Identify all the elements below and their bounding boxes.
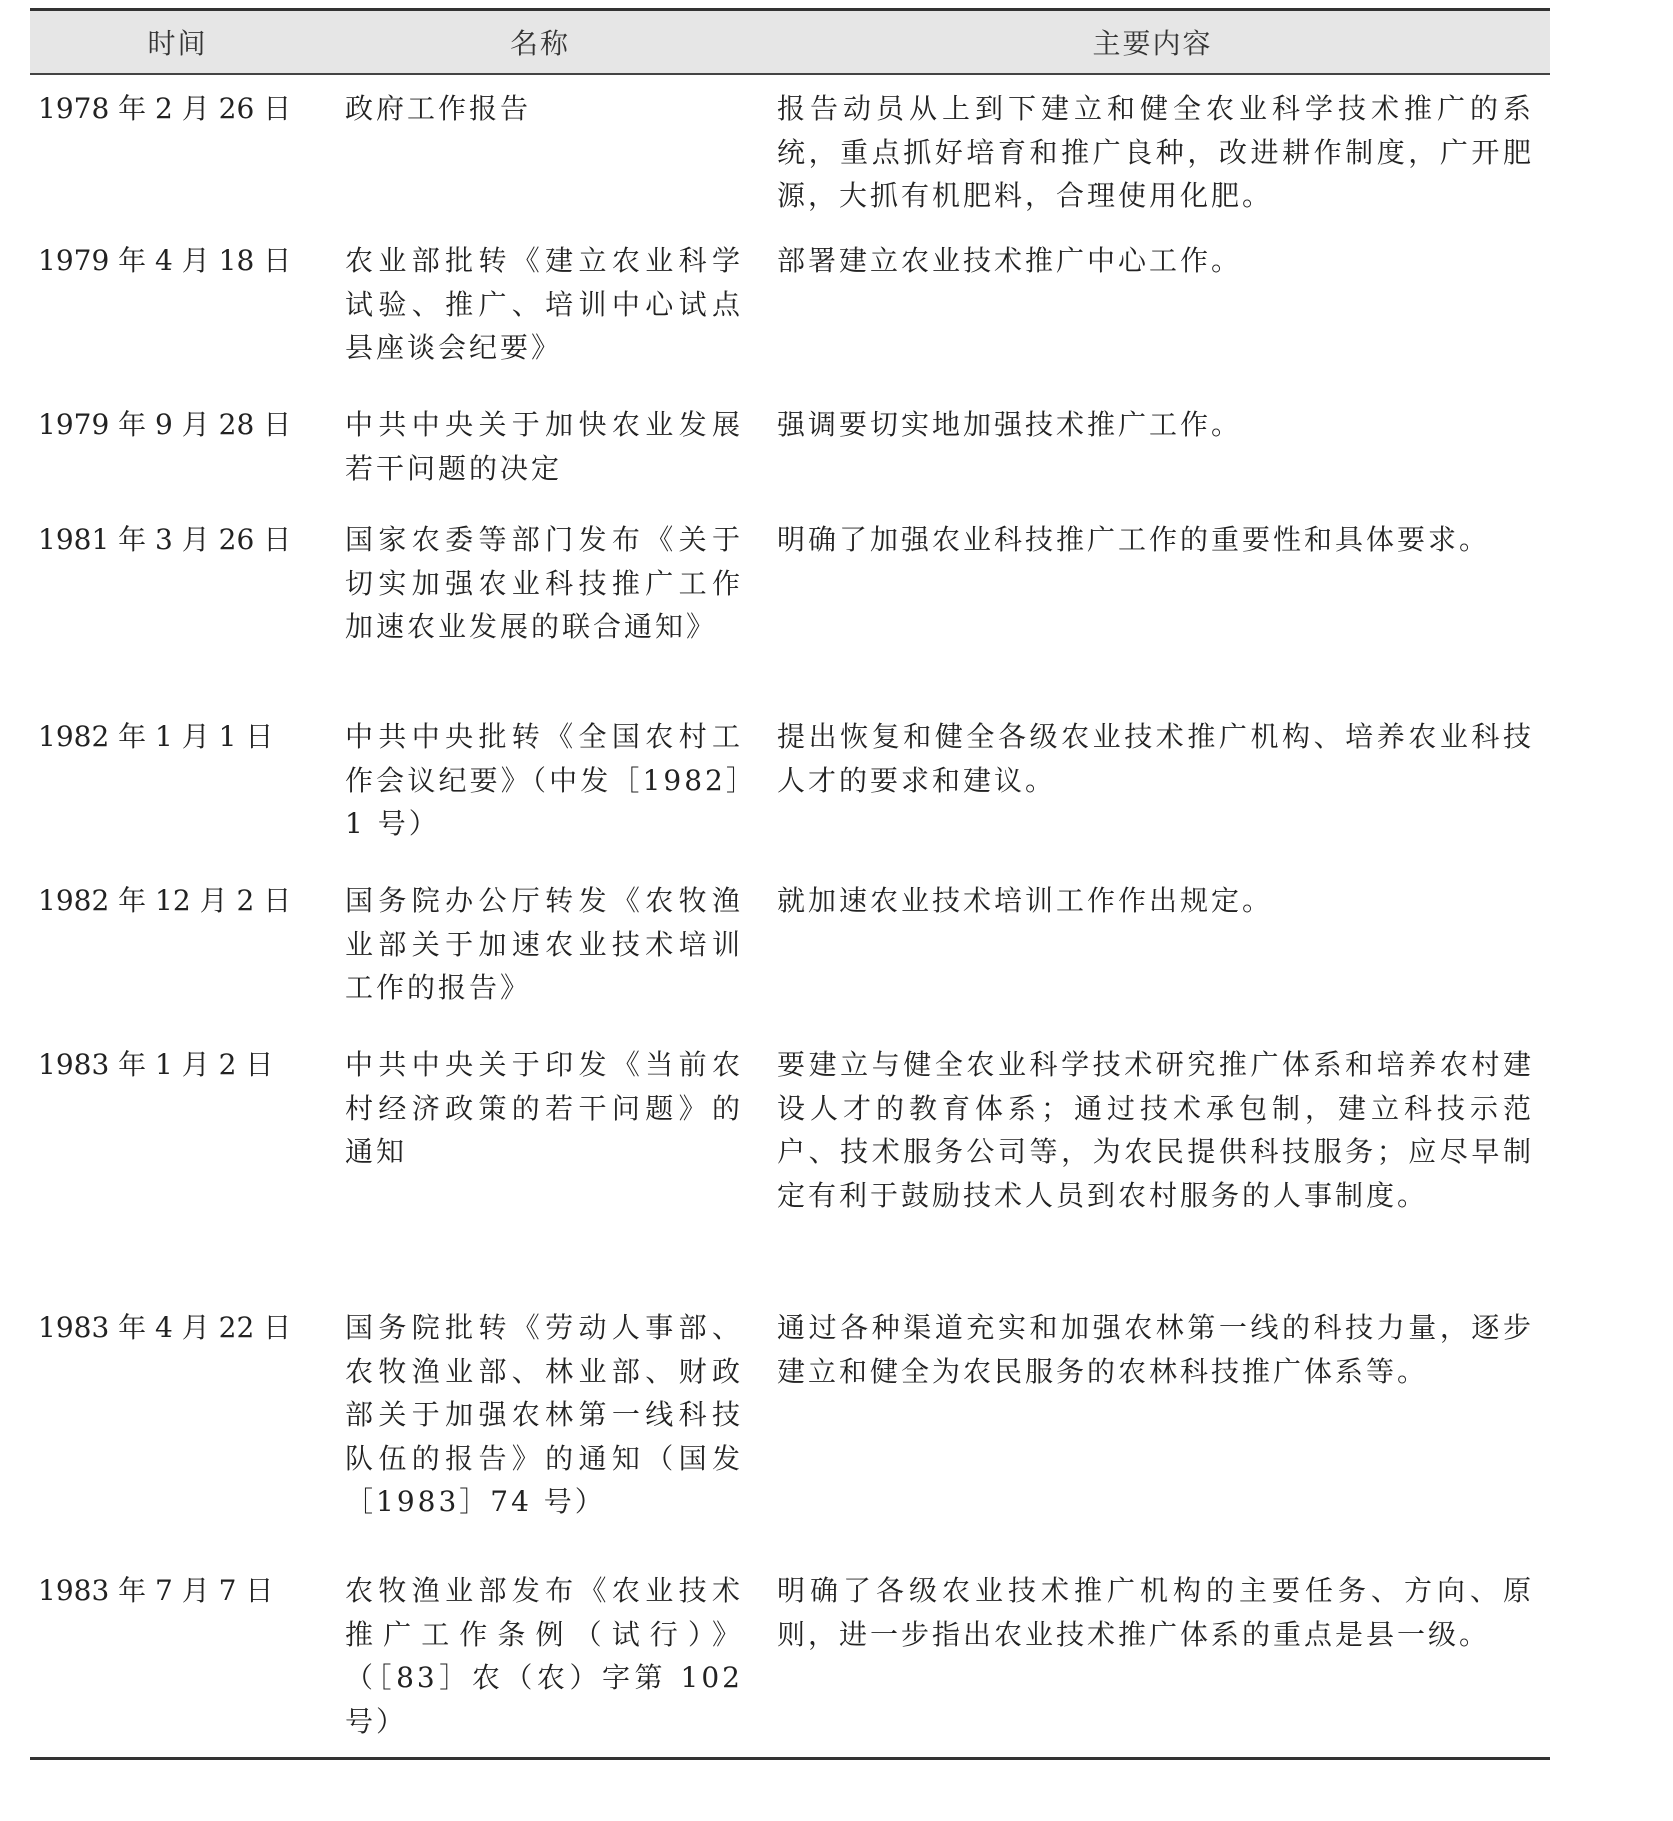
- table-header: [30, 11, 1550, 75]
- header-time: 时间: [147, 27, 208, 60]
- row-name: 国务院办公厅转发《农牧渔业部关于加速农业技术培训工作的报告》: [345, 884, 743, 1004]
- row-name: 中共中央关于加快农业发展若干问题的决定: [345, 408, 743, 485]
- row-content: 通过各种渠道充实和加强农林第一线的科技力量，逐步建立和健全为农民服务的农林科技推广体系等。: [777, 1311, 1534, 1388]
- row-content: 报告动员从上到下建立和健全农业科学技术推广的系统，重点抓好培育和推广良种，改进耕作制度，广开肥源，大抓有机肥料，合理使用化肥。: [777, 92, 1534, 212]
- row-name: 农业部批转《建立农业科学试验、推广、培训中心试点县座谈会纪要》: [345, 244, 743, 364]
- row-name: 国务院批转《劳动人事部、农牧渔业部、林业部、财政部关于加强农林第一线科技队伍的报告》的通知（国发［1983］74 号）: [345, 1311, 743, 1518]
- row-name: 农牧渔业部发布《农业技术推广工作条例（试行）》（［83］农（农）字第 102 号）: [345, 1574, 743, 1738]
- policy-table: [30, 8, 1550, 1760]
- row-time: 1978 年 2 月 26 日: [38, 92, 292, 125]
- row-time: 1983 年 1 月 2 日: [38, 1048, 274, 1081]
- row-content: 要建立与健全农业科学技术研究推广体系和培养农村建设人才的教育体系；通过技术承包制，建立科技示范户、技术服务公司等，为农民提供科技服务；应尽早制定有利于鼓励技术人员到农村服务的人事制度。: [777, 1048, 1534, 1212]
- row-name: 中共中央批转《全国农村工作会议纪要》（中发［1982］1 号）: [345, 720, 743, 840]
- row-time: 1981 年 3 月 26 日: [38, 523, 292, 556]
- row-content: 明确了加强农业科技推广工作的重要性和具体要求。: [777, 523, 1491, 556]
- table-row: [30, 75, 1550, 227]
- row-time: 1979 年 9 月 28 日: [38, 408, 292, 441]
- table-row: [30, 506, 1550, 703]
- table-row: [30, 1557, 1550, 1757]
- table-row: [30, 391, 1550, 506]
- row-time: 1982 年 1 月 1 日: [38, 720, 274, 753]
- row-name: 中共中央关于印发《当前农村经济政策的若干问题》的通知: [345, 1048, 743, 1168]
- table-row: [30, 227, 1550, 391]
- row-content: 明确了各级农业技术推广机构的主要任务、方向、原则，进一步指出农业技术推广体系的重点是县一级。: [777, 1574, 1534, 1651]
- header-content: 主要内容: [1092, 27, 1213, 60]
- row-content: 提出恢复和健全各级农业技术推广机构、培养农业科技人才的要求和建议。: [777, 720, 1534, 797]
- row-content: 就加速农业技术培训工作作出规定。: [777, 884, 1274, 917]
- row-name: 政府工作报告: [345, 92, 532, 125]
- table-row: [30, 1031, 1550, 1294]
- table-bottom-rule: [30, 1757, 1550, 1760]
- row-time: 1983 年 4 月 22 日: [38, 1311, 292, 1344]
- row-name: 国家农委等部门发布《关于切实加强农业科技推广工作加速农业发展的联合通知》: [345, 523, 743, 643]
- row-time: 1982 年 12 月 2 日: [38, 884, 292, 917]
- table-row: [30, 703, 1550, 867]
- row-content: 部署建立农业技术推广中心工作。: [777, 244, 1243, 277]
- header-name: 名称: [509, 27, 570, 60]
- table-row: [30, 1294, 1550, 1557]
- row-time: 1983 年 7 月 7 日: [38, 1574, 274, 1607]
- row-content: 强调要切实地加强技术推广工作。: [777, 408, 1243, 441]
- table-row: [30, 867, 1550, 1031]
- row-time: 1979 年 4 月 18 日: [38, 244, 292, 277]
